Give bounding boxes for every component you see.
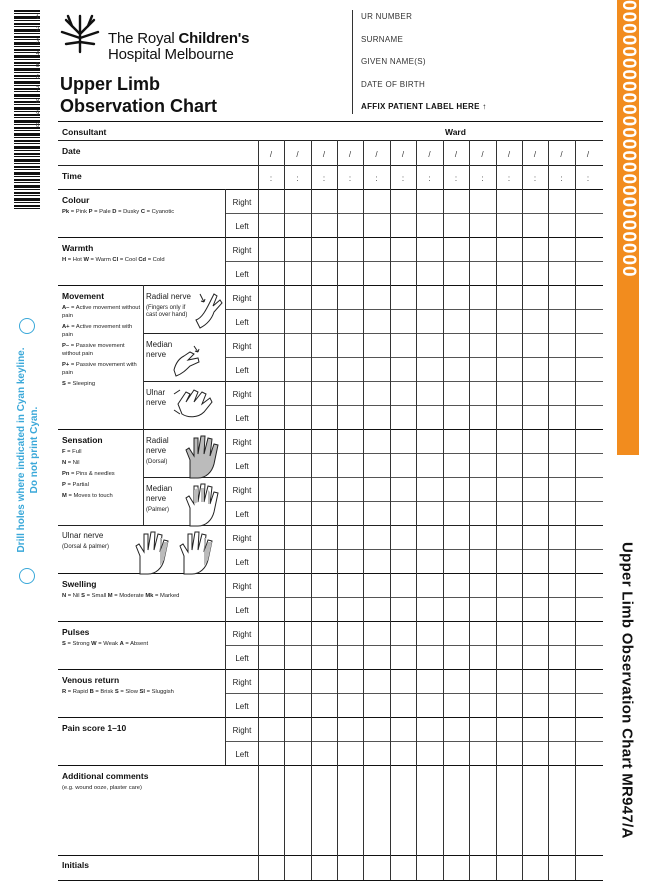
date-slash: /	[481, 150, 484, 159]
right-label: Right	[232, 630, 252, 639]
grid-line	[225, 213, 603, 214]
median-nerve-hand-icon	[168, 340, 208, 380]
right-label: Right	[232, 582, 252, 591]
left-label: Left	[235, 654, 249, 663]
legend-item: N = Nil	[62, 593, 82, 599]
grid-line	[225, 333, 603, 334]
grid-line	[225, 501, 603, 502]
initials-title: Initials	[62, 860, 89, 870]
barcode-digits: 1 2 3 4 5 6 7 8 9 0	[36, 15, 40, 129]
consultant-label: Consultant	[62, 127, 107, 137]
pulses-title: Pulses	[62, 627, 90, 637]
ur-number-label: UR NUMBER	[361, 12, 413, 21]
legend-item: R = Rapid	[62, 689, 90, 695]
right-label: Right	[232, 246, 252, 255]
warmth-title: Warmth	[62, 243, 94, 253]
ulnar-sensation-hands-icon	[134, 528, 224, 576]
right-label: Right	[232, 726, 252, 735]
date-slash: /	[348, 150, 352, 159]
legend-item: F = Full	[62, 449, 82, 455]
grid-column-line	[311, 140, 312, 880]
legend-item: Pn = Pins & needles	[62, 471, 115, 477]
grid-line	[225, 597, 603, 598]
legend-item: Sl = Sluggish	[139, 689, 174, 695]
date-slash: /	[586, 150, 590, 159]
time-colon: :	[269, 174, 273, 183]
grid-column-line	[363, 140, 364, 880]
grid-line	[225, 693, 603, 694]
sensation-title: Sensation	[62, 435, 103, 445]
ulnar-nerve-hand-icon	[172, 384, 224, 422]
legend-item: Pk = Pink	[62, 209, 89, 215]
time-colon: :	[401, 174, 405, 183]
legend-item: M = Moderate	[107, 593, 146, 599]
movement-legend	[62, 304, 142, 391]
legend-item: M = Moves to touch	[62, 493, 113, 499]
right-label: Right	[232, 342, 252, 351]
colour-title: Colour	[62, 195, 90, 205]
pain-title: Pain score 1–10	[62, 723, 127, 733]
date-slash: /	[560, 150, 563, 159]
legend-item: W = Weak	[91, 641, 120, 647]
legend-item: N = Nil	[62, 460, 80, 466]
time-colon: :	[296, 174, 299, 183]
drill-note-line2: Do not print Cyan.	[29, 406, 40, 494]
left-label: Left	[235, 606, 249, 615]
venous-legend	[62, 688, 174, 696]
movement-radial-label: Radial nerve (Fingers only if cast over hand)	[146, 292, 191, 318]
radial-sensation-hand-icon	[180, 432, 224, 480]
swelling-title: Swelling	[62, 579, 97, 589]
colour-legend	[62, 208, 174, 216]
affix-label: AFFIX PATIENT LABEL HERE ↑	[361, 102, 487, 111]
grid-column-line	[548, 140, 549, 880]
orange-colour-strip	[617, 0, 639, 455]
comments-title: Additional comments	[62, 771, 149, 781]
pulses-legend	[62, 640, 148, 648]
legend-item: S = Slow	[114, 689, 140, 695]
grid-line	[58, 121, 603, 122]
right-label: Right	[232, 390, 252, 399]
date-slash: /	[507, 150, 511, 159]
left-label: Left	[235, 414, 249, 423]
movement-ulnar-label: Ulnar nerve	[146, 388, 167, 407]
drill-hole-top	[19, 318, 35, 334]
grid-line	[225, 405, 603, 406]
grid-column-line	[284, 140, 285, 880]
date-label: Date	[62, 146, 81, 156]
grid-line	[225, 477, 603, 478]
left-label: Left	[235, 270, 249, 279]
patient-label-area	[352, 10, 608, 114]
sensation-ulnar-label: Ulnar nerve (Dorsal & palmer)	[62, 531, 110, 550]
grid-column-line	[469, 140, 470, 880]
drill-note	[0, 300, 56, 620]
legend-item: D = Dusky	[112, 209, 141, 215]
orange-strip-text: 000000000000000000000000	[618, 0, 639, 278]
legend-item: Cd = Cold	[138, 257, 165, 263]
left-label: Left	[235, 462, 249, 471]
legend-item: B = Brisk	[89, 689, 115, 695]
median-sensation-hand-icon	[180, 480, 224, 528]
sensation-median-label: Median nerve (Palmer)	[146, 484, 173, 513]
right-label: Right	[232, 294, 252, 303]
hospital-logo-icon	[58, 14, 102, 54]
legend-item: S = Strong	[62, 641, 92, 647]
legend-item: H = Hot	[62, 257, 84, 263]
left-label: Left	[235, 558, 249, 567]
date-slash: /	[401, 150, 405, 159]
time-colon: :	[481, 174, 484, 183]
date-slash: /	[533, 150, 537, 159]
swelling-legend	[62, 592, 179, 600]
left-label: Left	[235, 750, 249, 759]
grid-line	[225, 261, 603, 262]
grid-line	[225, 741, 603, 742]
time-colon: :	[507, 174, 511, 183]
right-label: Right	[232, 678, 252, 687]
time-colon: :	[533, 174, 537, 183]
legend-item: S = Small	[81, 593, 108, 599]
time-colon: :	[348, 174, 352, 183]
drill-note-line1: Drill holes where indicated in Cyan keyline.	[16, 347, 27, 553]
legend-item: P– = Passive movement without pain	[62, 343, 125, 357]
time-colon: :	[454, 174, 458, 183]
grid-column-line	[337, 140, 338, 880]
sensation-legend	[62, 448, 142, 503]
date-slash: /	[269, 150, 273, 159]
grid-line	[225, 381, 603, 382]
given-names-label: GIVEN NAME(S)	[361, 57, 426, 66]
left-label: Left	[235, 510, 249, 519]
legend-item: P+ = Passive movement with pain	[62, 362, 137, 376]
right-label: Right	[232, 198, 252, 207]
legend-item: Cl = Cool	[112, 257, 139, 263]
hospital-name: The Royal Children's Hospital Melbourne	[108, 30, 250, 63]
legend-item: C = Cyanotic	[140, 209, 175, 215]
date-slash: /	[322, 150, 326, 159]
warmth-legend	[62, 256, 165, 264]
grid-column-line	[416, 140, 417, 880]
date-slash: /	[296, 150, 299, 159]
side-title	[612, 542, 642, 882]
right-label: Right	[232, 534, 252, 543]
legend-item: A+ = Active movement with pain	[62, 324, 133, 338]
grid-line	[225, 453, 603, 454]
radial-nerve-hand-icon	[192, 290, 226, 332]
date-slash: /	[428, 150, 431, 159]
left-label: Left	[235, 318, 249, 327]
grid-column-line	[390, 140, 391, 880]
legend-item: P = Pale	[88, 209, 113, 215]
time-colon: :	[375, 174, 378, 183]
grid-line	[225, 309, 603, 310]
grid-column-line	[575, 140, 576, 880]
nerve-divider	[143, 381, 258, 382]
legend-item: P = Partial	[62, 482, 89, 488]
movement-median-label: Median nerve	[146, 340, 173, 359]
surname-label: SURNAME	[361, 35, 404, 44]
time-colon: :	[560, 174, 563, 183]
grid-line	[225, 645, 603, 646]
date-slash: /	[454, 150, 458, 159]
time-colon: :	[586, 174, 590, 183]
right-label: Right	[232, 486, 252, 495]
venous-title: Venous return	[62, 675, 120, 685]
grid-column-line	[443, 140, 444, 880]
time-label: Time	[62, 171, 82, 181]
grid-line	[58, 880, 603, 881]
legend-item: A– = Active movement without pain	[62, 305, 141, 319]
grid-column-line	[258, 140, 259, 880]
grid-column-line	[143, 285, 144, 525]
right-label: Right	[232, 438, 252, 447]
movement-title: Movement	[62, 291, 105, 301]
chart-title: Upper Limb Observation Chart	[60, 74, 218, 116]
left-label: Left	[235, 702, 249, 711]
legend-item: Mk = Marked	[145, 593, 180, 599]
left-label: Left	[235, 222, 249, 231]
time-colon: :	[428, 174, 431, 183]
sensation-radial-label: Radial nerve (Dorsal)	[146, 436, 169, 465]
date-slash: /	[375, 150, 378, 159]
legend-item: A = Absent	[119, 641, 149, 647]
grid-column-line	[522, 140, 523, 880]
comments-note: (e.g. wound ooze, plaster care)	[62, 785, 142, 791]
grid-line	[225, 549, 603, 550]
nerve-divider	[143, 333, 258, 334]
dob-label: DATE OF BIRTH	[361, 80, 426, 89]
left-label: Left	[235, 366, 249, 375]
time-colon: :	[322, 174, 326, 183]
drill-hole-bottom	[19, 568, 35, 584]
legend-item: W = Warm	[83, 257, 113, 263]
side-title-text: Upper Limb Observation Chart MR947/A	[618, 542, 636, 839]
legend-item: S = Sleeping	[62, 381, 96, 387]
grid-column-line	[496, 140, 497, 880]
ward-label: Ward	[445, 127, 466, 137]
grid-line	[225, 357, 603, 358]
